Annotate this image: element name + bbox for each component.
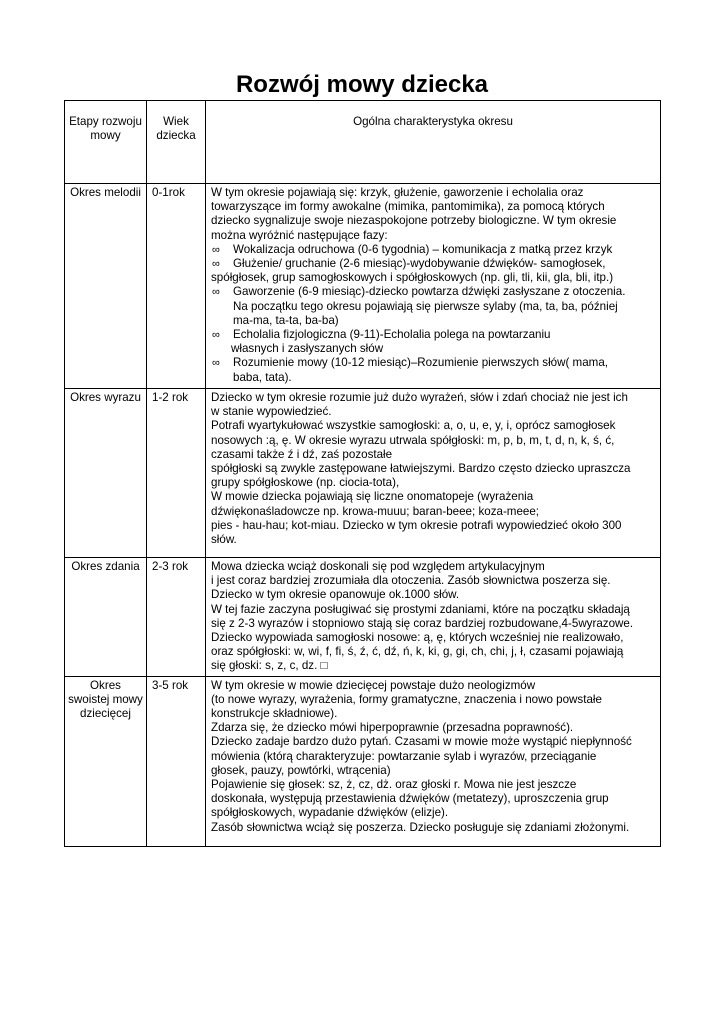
text-line: Dziecko w tym okresie opanowuje ok.1000 słów. [211, 588, 460, 602]
age-cell: 3-5 rok [147, 676, 206, 846]
list-item-text: Gaworzenie (6-9 miesiąc)-dziecko powtarza dźwięki zasłyszane z otoczenia. [233, 285, 626, 299]
text-line: Pojawienie się głosek: sz, ż, cz, dż. oraz głoski r. Mowa nie jest jeszcze [211, 778, 577, 792]
text-line: W mowie dziecka pojawiają się liczne onomatopeje (wyrażenia [211, 490, 534, 504]
text-line: w stanie wypowiedzieć. [211, 405, 332, 419]
stage-cell: Okres swoistej mowy dziecięcej [65, 676, 147, 846]
bullet-icon: ∞ [212, 258, 220, 271]
text-line: dziecko sygnalizuje swoje niezaspokojone potrzeby biologiczne. W tym okresie [211, 214, 617, 228]
text-line: konstrukcje składniowe). [211, 707, 338, 721]
list-item [211, 356, 657, 384]
text-line: W tym okresie pojawiają się: krzyk, głużenie, gaworzenie i echolalia oraz [211, 186, 584, 199]
list-item-text: Na początku tego okresu pojawiają się pierwsze sylaby (ma, ta, ba, później [233, 299, 618, 313]
document-title: Rozwój mowy dziecka [235, 71, 489, 98]
text-line: słów. [211, 533, 237, 547]
description-cell [206, 558, 661, 677]
age-cell: 1-2 rok [147, 389, 206, 558]
text-line: grupy spółgłoskowe (np. ciocia-tota), [211, 476, 400, 490]
table-row [65, 558, 661, 677]
list-item [211, 328, 657, 356]
list-item [211, 243, 657, 257]
text-line: dźwiękonaśladowcze np. krowa-muuu; baran-beee; koza-meee; [211, 504, 540, 518]
text-line: doskonała, występują przestawienia dźwięków (metatezy), uproszczenia grup [211, 792, 609, 806]
list-item [211, 257, 657, 285]
text-line: głosek, pauzy, powtórki, wtrącenia) [211, 763, 391, 777]
description-cell [206, 676, 661, 846]
text-line: i jest coraz bardziej zrozumiała dla otoczenia. Zasób słownictwa poszerza się. [211, 574, 611, 588]
age-cell: 2-3 rok [147, 558, 206, 677]
table-row [65, 184, 661, 389]
text-line: Dziecko zadaje bardzo dużo pytań. Czasami w mowie może wystąpić niepłynność [211, 735, 632, 749]
list-item-text: ma-ma, ta-ta, ba-ba) [233, 313, 339, 327]
text-line: można wyróżnić następujące fazy: [211, 228, 388, 242]
description-cell [206, 184, 661, 389]
age-cell: 0-1rok [147, 184, 206, 389]
list-item [211, 285, 657, 328]
list-item-text: Wokalizacja odruchowa (0-6 tygodnia) – komunikacja z matką przez krzyk [233, 242, 613, 256]
header-stage: Etapy rozwoju mowy [65, 101, 147, 184]
list-item-text: baba, tata). [233, 370, 292, 384]
stage-cell: Okres melodii [65, 184, 147, 389]
list-item-text: Głużenie/ gruchanie (2-6 miesiąc)-wydobywanie dźwięków- samogłosek, [233, 257, 606, 271]
text-line: nosowych :ą, ę. W okresie wyrazu utrwala spółgłoski: m, p, b, m, t, d, n, k, ś, ć, [211, 433, 615, 447]
text-line: W tej fazie zaczyna posługiwać się prostymi zdaniami, które na początku składają [211, 602, 630, 616]
list-item-text: własnych i zasłyszanych słów [231, 342, 384, 356]
stage-cell: Okres zdania [65, 558, 147, 677]
text-line: się głoski: s, z, c, dz. □ [211, 659, 328, 673]
bullet-icon: ∞ [212, 329, 220, 342]
text-line: Dziecko w tym okresie rozumie już dużo wyrażeń, słów i zdań chociaż nie jest ich [211, 391, 628, 404]
text-line: (to nowe wyrazy, wyrażenia, formy gramatyczne, znaczenia i nowo powstałe [211, 692, 602, 706]
list-item-text: spółgłosek, grup samogłoskowych i spółgłoskowych (np. gli, tli, kii, gla, bli, itp.) [211, 271, 614, 285]
header-age: Wiek dziecka [147, 101, 206, 184]
description-cell [206, 389, 661, 558]
table-row [65, 676, 661, 846]
text-line: się z 2-3 wyrazów i stopniowo stają się coraz bardziej rozbudowane,4-5wyrazowe. [211, 616, 634, 630]
text-line: Zasób słownictwa wciąż się poszerza. Dziecko posługuje się zdaniami złożonymi. [211, 820, 630, 834]
bullet-icon: ∞ [212, 243, 220, 256]
table-row [65, 389, 661, 558]
speech-development-table [64, 100, 661, 847]
header-description: Ogólna charakterystyka okresu [206, 101, 661, 184]
bullet-icon: ∞ [212, 286, 220, 299]
text-line: spółgłoskowych, wypadanie dźwięków (elizje). [211, 806, 449, 820]
text-line: pies - hau-hau; kot-miau. Dziecko w tym okresie potrafi wypowiedzieć około 300 [211, 518, 622, 532]
text-line: Dziecko wypowiada samogłoski nosowe: ą, ę, których wcześniej nie realizowało, [211, 631, 624, 645]
list-item-text: Echolalia fizjologiczna (9-11)-Echolalia polega na powtarzaniu [233, 328, 551, 342]
text-line: Zdarza się, że dziecko mówi hiperpoprawnie (przesadna poprawność). [211, 721, 574, 735]
text-line: mówienia (którą charakteryzuje: powtarzanie sylab i wyrazów, przeciąganie [211, 749, 597, 763]
text-line: oraz spółgłoski: w, wi, f, fi, ś, ź, ć, dź, ń, k, ki, g, gi, ch, chi, j, ł, czasami pojawiają [211, 645, 624, 659]
bullet-icon: ∞ [212, 357, 220, 370]
text-line: Mowa dziecka wciąż doskonali się pod względem artykulacyjnym [211, 560, 545, 573]
table-header-row [65, 101, 661, 184]
text-line: W tym okresie w mowie dziecięcej powstaje dużo neologizmów [211, 678, 536, 692]
text-line: czasami także ź i dź, zaś pozostałe [211, 447, 393, 461]
text-line: towarzyszące im formy awokalne (mimika, pantomimika), za pomocą których [211, 200, 605, 214]
text-line: spółgłoski są zwykle zastępowane łatwiejszymi. Bardzo często dziecko upraszcza [211, 462, 631, 476]
list-item-text: Rozumienie mowy (10-12 miesiąc)–Rozumienie pierwszych słów( mama, [233, 356, 608, 370]
stage-cell: Okres wyrazu [65, 389, 147, 558]
text-line: Potrafi wyartykułować wszystkie samogłoski: a, o, u, e, y, i, oprócz samogłosek [211, 419, 616, 433]
